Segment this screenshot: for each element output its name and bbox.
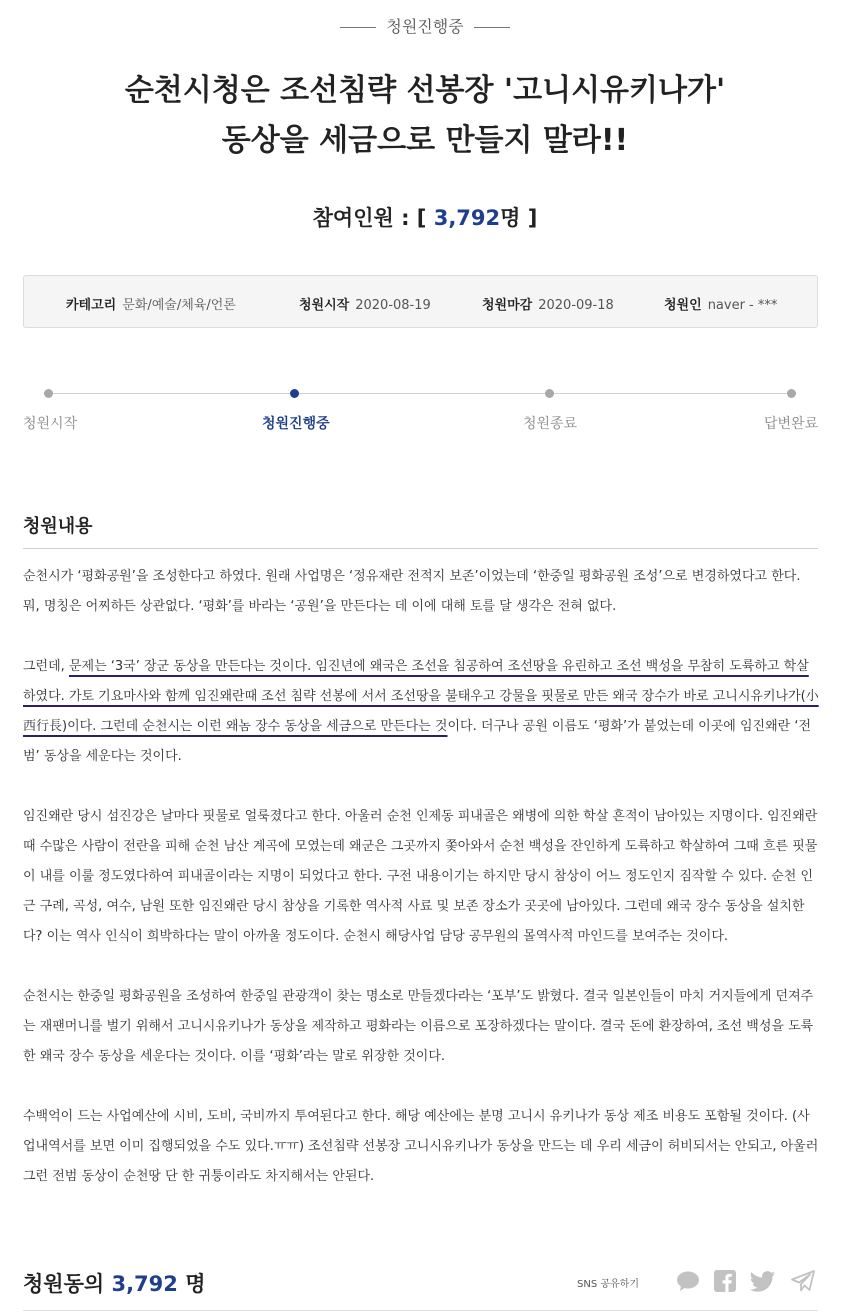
agree-suffix: 명 (185, 1272, 206, 1296)
chat-icon[interactable] (676, 1269, 700, 1293)
content-paragraph-3: 임진왜란 당시 섬진강은 날마다 핏물로 얼룩졌다고 한다. 아울러 순천 인제동 피내골은 왜병에 의한 학살 흔적이 남아있는 지명이다. 임진왜란 때 수많은 사람이 전란을 피해 순천 남산 계곡에 모였는데 왜군은 그곳까지 쫓아와서 순천 백성을 잔인하게 도륙하고 학살하여 그때 흐른 핏물이 내를 이룰 정도였다하여 피내골이라는 지명이 되었다고 한다. 구전 내용이기는 하지만 당시 참상이 어느 정도인지 짐작할 수 있다. 순천 인근 구례, 곡성, 여수, 남원 또한 임진왜란 당시 참상을 기록한 역사적 사료 및 보존 장소가 곳곳에 남아있다. 그런데 왜국 장수 동상을 설치한다? 이는 역사 인식이 희박하다는 말이 아까울 정도이다. 순천시 해당사업 담당 공무원의 몰역사적 마인드를 보여주는 것이다. (23, 809, 818, 944)
status-left-dash (340, 27, 376, 28)
title-line-2: 동상을 세금으로 만들지 말라!! (221, 123, 629, 158)
status-right-dash (474, 27, 510, 28)
facebook-icon[interactable] (713, 1269, 737, 1293)
petition-status-label (0, 14, 850, 37)
category-value: 문화/예술/체육/언론 (122, 298, 236, 313)
info-category (66, 294, 236, 313)
content-paragraph-4: 순천시는 한중일 평화공원을 조성하여 한중일 관광객이 찾는 명소로 만들겠다라는 ‘포부’도 밝혔다. 결국 일본인들이 마치 거지들에게 던져주는 재팬머니를 벌기 위해서 고니시유키나가 동상을 제작하고 평화라는 이름으로 포장하겠다는 말이다. 결국 돈에 환장하여, 조선 백성을 도륙한 왜국 장수 동상을 세운다는 것이다. 이를 ‘평화’라는 말로 위장한 것이다. (23, 989, 814, 1064)
content-paragraph-5: 수백억이 드는 사업예산에 시비, 도비, 국비까지 투여된다고 한다. 해당 예산에는 분명 고니시 유키나가 동상 제조 비용도 포함될 것이다. (사업내역서를 보면 이미 집행되었을 수도 있다.ㅠㅠ) 조선침략 선봉장 고니시유키나가 동상을 만드는 데 우리 세금이 허비되서는 안되고, 아울러 그런 전범 동상이 순천땅 단 한 귀퉁이라도 차지해서는 안된다. (23, 1109, 819, 1184)
petition-content (23, 562, 821, 1192)
agree-number: 3,792 (111, 1272, 178, 1296)
paragraph-2-rest: 이다. 더구나 공원 이름도 ‘평화’가 붙었는데 이곳에 임진왜란 ‘전범’ 동상을 세운다는 것이다. (23, 719, 812, 764)
status-text: 청원진행중 (386, 17, 464, 36)
end-label: 청원마감 (482, 298, 533, 313)
info-start-date (299, 294, 431, 313)
progress-dot-closed (545, 389, 554, 398)
info-end-date (482, 294, 614, 313)
progress-dot-answered (787, 389, 796, 398)
bottom-divider (23, 1310, 818, 1311)
petition-info-box (23, 275, 818, 328)
agree-count-title (23, 1268, 206, 1298)
twitter-icon[interactable] (750, 1269, 774, 1293)
start-value: 2020-08-19 (355, 298, 431, 313)
progress-step-closed: 청원종료 (523, 416, 578, 432)
content-section-title: 청원내용 (23, 516, 93, 537)
petition-title (0, 66, 850, 166)
end-value: 2020-09-18 (538, 298, 614, 313)
content-paragraph-2 (23, 652, 821, 772)
start-label: 청원시작 (299, 298, 350, 313)
participants-suffix: 명 ] (500, 206, 538, 230)
section-divider (23, 548, 818, 549)
progress-step-answered: 답변완료 (764, 416, 819, 432)
participants-label: 참여인원 : [ (312, 206, 427, 230)
category-label: 카테고리 (66, 298, 117, 313)
progress-dot-ongoing (290, 389, 299, 398)
progress-step-ongoing: 청원진행중 (262, 416, 330, 432)
author-value: naver - *** (707, 298, 778, 313)
paragraph-2-intro: 그런데, (23, 659, 69, 674)
author-label: 청원인 (664, 298, 702, 313)
title-line-1: 순천시청은 조선침략 선봉장 '고니시유키나가' (124, 73, 726, 108)
content-paragraph-1: 순천시가 ‘평화공원’을 조성한다고 하였다. 원래 사업명은 ‘정유재란 전적지 보존’이었는데 ‘한중일 평화공원 조성’으로 변경하였다고 한다. 뭐, 명칭은 어찌하든 상관없다. ‘평화’를 바라는 ‘공원’을 만든다는 데 이에 대해 토를 달 생각은 전혀 없다. (23, 569, 801, 614)
progress-step-start: 청원시작 (23, 416, 78, 432)
participants-count (0, 202, 850, 232)
progress-track (48, 393, 792, 394)
paper-plane-icon[interactable] (790, 1269, 814, 1293)
sns-share-label: SNS 공유하기 (577, 1279, 639, 1290)
info-author (664, 294, 777, 313)
agree-label: 청원동의 (23, 1272, 105, 1296)
paragraph-2-highlight: 문제는 ‘3국’ 장군 동상을 만든다는 것이다. 임진년에 왜국은 조선을 침공하여 조선땅을 유린하고 조선 백성을 무참히 도륙하고 학살하였다. 가토 기요마사와 함께 임진왜란때 조선 침략 선봉에 서서 조선땅을 불태우고 강물을 핏물로 만든 왜국 장수가 바로 고니시유키나가(小西行長)이다. 그런데 순천시는 이런 왜놈 장수 동상을 세금으로 만든다는 것 (23, 659, 819, 734)
participants-number: 3,792 (433, 206, 501, 230)
progress-dot-start (44, 389, 53, 398)
